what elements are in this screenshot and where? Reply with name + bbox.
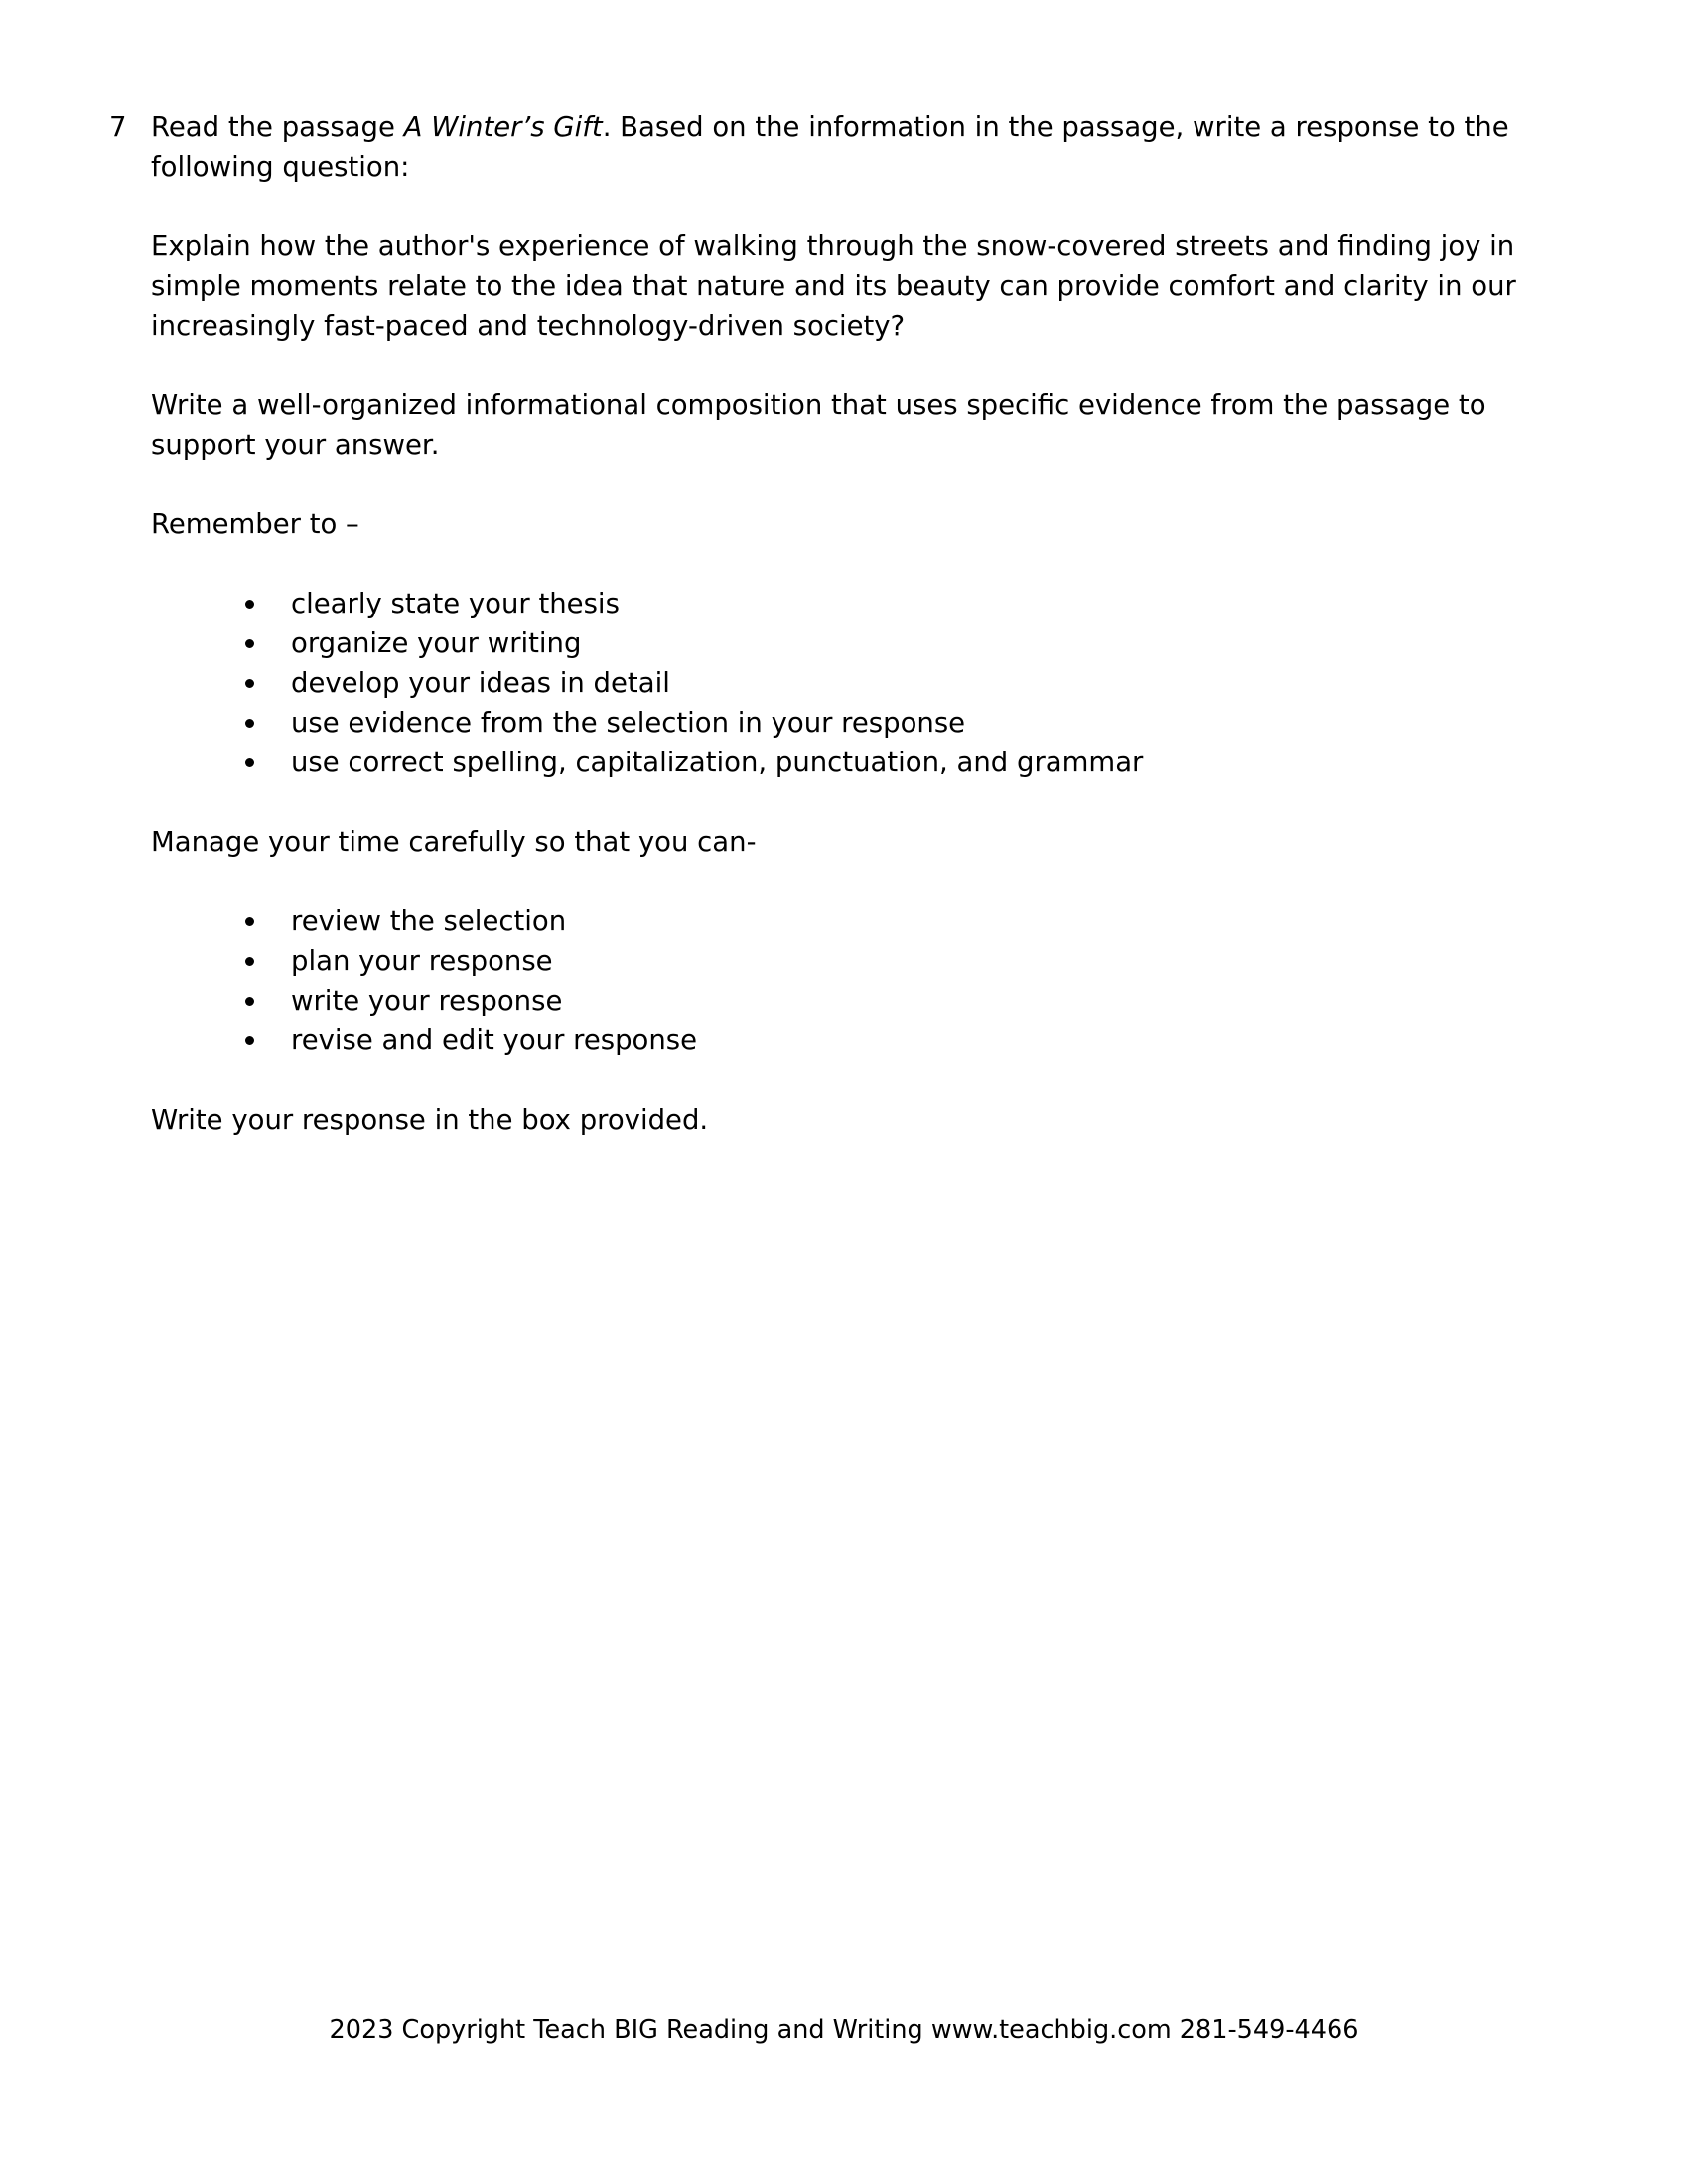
spacer (151, 544, 1541, 584)
list-item-label: revise and edit your response (291, 1024, 698, 1056)
list-item-label: organize your writing (291, 627, 582, 659)
spacer (151, 187, 1541, 226)
footer-copyright-text: 2023 Copyright Teach BIG Reading and Writing www.teachbig.com 281-549-4466 (329, 2015, 1359, 2045)
bullet-icon (245, 997, 254, 1006)
list-item (245, 901, 1541, 941)
list-item-label: write your response (291, 985, 563, 1017)
question-block (109, 107, 1549, 1140)
list-item-label: develop your ideas in detail (291, 667, 670, 699)
task-paragraph: Write a well-organized informational composition that uses specific evidence from the passage to support your answer. (151, 389, 1486, 461)
list-item (245, 584, 1541, 623)
list-item-label: plan your response (291, 945, 553, 977)
closing-paragraph: Write your response in the box provided. (151, 1104, 709, 1136)
passage-title: A Winter’s Gift (403, 111, 603, 143)
manage-heading: Manage your time carefully so that you can- (151, 826, 757, 858)
list-item-label: review the selection (291, 905, 567, 937)
page-footer (0, 2013, 1688, 2047)
bullet-icon (245, 917, 254, 926)
list-item-label: clearly state your thesis (291, 588, 620, 619)
question-lead (151, 107, 1549, 187)
manage-list (245, 901, 1541, 1060)
spacer (151, 465, 1541, 504)
question-number: 7 (109, 111, 127, 143)
spacer (151, 345, 1541, 385)
question-lead-after-title: . Based on the information in the passage, write a response to the following question: (151, 111, 1509, 183)
remember-list (245, 584, 1541, 782)
list-item (245, 623, 1541, 663)
list-item (245, 703, 1541, 743)
bullet-icon (245, 719, 254, 728)
list-item-label: use correct spelling, capitalization, punctuation, and grammar (291, 747, 1144, 778)
question-body (151, 187, 1541, 1140)
list-item (245, 941, 1541, 981)
spacer (151, 862, 1541, 901)
question-heading (109, 107, 1549, 187)
list-item (245, 1021, 1541, 1060)
list-item (245, 743, 1541, 782)
list-item-label: use evidence from the selection in your response (291, 707, 966, 739)
prompt-paragraph: Explain how the author's experience of walking through the snow-covered streets and finding joy in simple moments relate to the idea that nature and its beauty can provide comfort and clarity in our increasingly fast-paced and technology-driven society? (151, 230, 1516, 341)
bullet-icon (245, 758, 254, 767)
bullet-icon (245, 1036, 254, 1045)
list-item (245, 981, 1541, 1021)
remember-heading: Remember to – (151, 508, 359, 540)
bullet-icon (245, 679, 254, 688)
spacer (151, 1060, 1541, 1100)
bullet-icon (245, 600, 254, 609)
spacer (151, 782, 1541, 822)
list-item (245, 663, 1541, 703)
question-lead-before-title: Read the passage (151, 111, 404, 143)
bullet-icon (245, 957, 254, 966)
bullet-icon (245, 639, 254, 648)
